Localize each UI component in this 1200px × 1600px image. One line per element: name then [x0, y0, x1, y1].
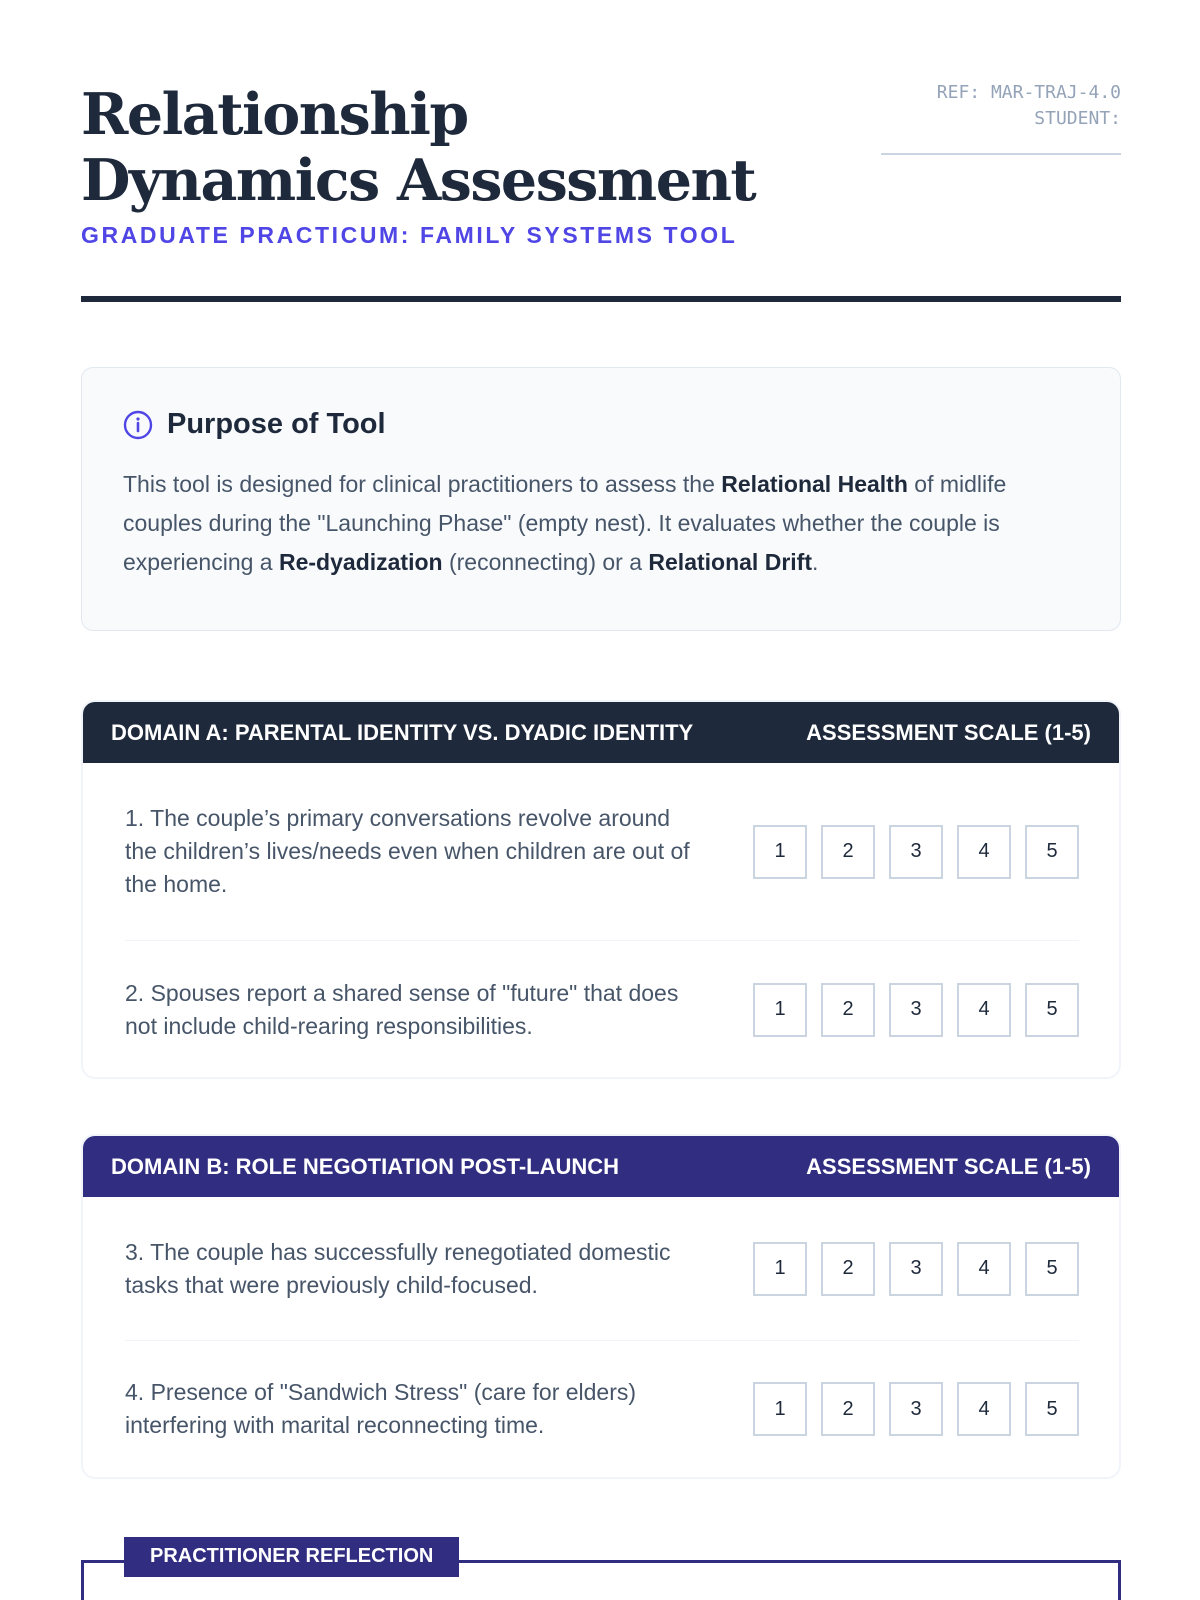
reference-code: REF: MAR-TRAJ-4.0 [936, 82, 1121, 103]
domain-a-section [81, 700, 1121, 1079]
rating-option-2[interactable]: 2 [821, 1242, 875, 1296]
assessment-item-text: 2. Spouses report a shared sense of "future" that does not include child-rearing responsibilities. [125, 979, 679, 1039]
page-subtitle: GRADUATE PRACTICUM: FAMILY SYSTEMS TOOL [81, 222, 738, 248]
rating-option-3[interactable]: 3 [889, 1242, 943, 1296]
rating-option-5[interactable]: 5 [1025, 825, 1079, 879]
purpose-title: Purpose of Tool [167, 408, 386, 440]
rating-option-2[interactable]: 2 [821, 1382, 875, 1436]
assessment-item-text: 4. Presence of "Sandwich Stress" (care for elders) interfering with marital reconnecting time. [125, 1379, 637, 1438]
term-relational-health: Relational Health [721, 471, 908, 497]
rating-option-1[interactable]: 1 [753, 1242, 807, 1296]
rating-option-1[interactable]: 1 [753, 825, 807, 879]
page-title: Relationship Dynamics Assessment [81, 81, 756, 214]
rating-option-5[interactable]: 5 [1025, 1382, 1079, 1436]
rating-scale-item-4 [753, 1382, 1079, 1436]
rating-option-1[interactable]: 1 [753, 983, 807, 1037]
rating-option-4[interactable]: 4 [957, 825, 1011, 879]
rating-option-4[interactable]: 4 [957, 1382, 1011, 1436]
student-name-field[interactable] [881, 153, 1121, 155]
rating-option-4[interactable]: 4 [957, 1242, 1011, 1296]
rating-option-5[interactable]: 5 [1025, 983, 1079, 1037]
assessment-item-2 [125, 941, 1079, 1078]
rating-option-3[interactable]: 3 [889, 1382, 943, 1436]
assessment-item-text: 3. The couple has successfully renegotiated domestic tasks that were previously child-focused. [125, 1238, 671, 1298]
rating-option-4[interactable]: 4 [957, 983, 1011, 1037]
rating-scale-item-3 [753, 1242, 1079, 1296]
domain-a-header [83, 702, 1119, 763]
rating-scale-item-2 [753, 983, 1079, 1037]
info-icon [123, 410, 153, 440]
rating-scale-item-1 [753, 825, 1079, 879]
assessment-item-3 [125, 1197, 1079, 1341]
domain-b-section [81, 1134, 1121, 1479]
purpose-description: This tool is designed for clinical practitioners to assess the Relational Health of midlife couples during the "Launching Phase" (empty nest). It evaluates whether the couple is experiencing a Re-dyadization (reconnecting) or a Relational Drift. [123, 471, 1007, 575]
domain-a-title: DOMAIN A: PARENTAL IDENTITY VS. DYADIC IDENTITY [111, 719, 694, 745]
rating-option-2[interactable]: 2 [821, 825, 875, 879]
purpose-card [81, 367, 1121, 631]
assessment-item-1 [125, 763, 1079, 941]
domain-b-scale-label: ASSESSMENT SCALE (1-5) [806, 1153, 1091, 1179]
rating-option-5[interactable]: 5 [1025, 1242, 1079, 1296]
rating-option-2[interactable]: 2 [821, 983, 875, 1037]
term-re-dyadization: Re-dyadization [279, 549, 443, 575]
term-relational-drift: Relational Drift [648, 549, 812, 575]
page-header [81, 60, 1121, 302]
rating-option-1[interactable]: 1 [753, 1382, 807, 1436]
rating-option-3[interactable]: 3 [889, 983, 943, 1037]
assessment-item-text: 1. The couple’s primary conversations revolve around the children’s lives/needs even when children are out of the home. [125, 805, 690, 897]
student-label: STUDENT: [1034, 108, 1121, 129]
domain-b-title: DOMAIN B: ROLE NEGOTIATION POST-LAUNCH [111, 1153, 620, 1179]
reference-block [937, 80, 1121, 132]
purpose-header [123, 408, 1079, 441]
rating-option-3[interactable]: 3 [889, 825, 943, 879]
practitioner-reflection-label: PRACTITIONER REFLECTION [124, 1537, 459, 1577]
domain-b-header [83, 1136, 1119, 1197]
assessment-item-4 [125, 1341, 1079, 1477]
domain-a-scale-label: ASSESSMENT SCALE (1-5) [806, 719, 1091, 745]
